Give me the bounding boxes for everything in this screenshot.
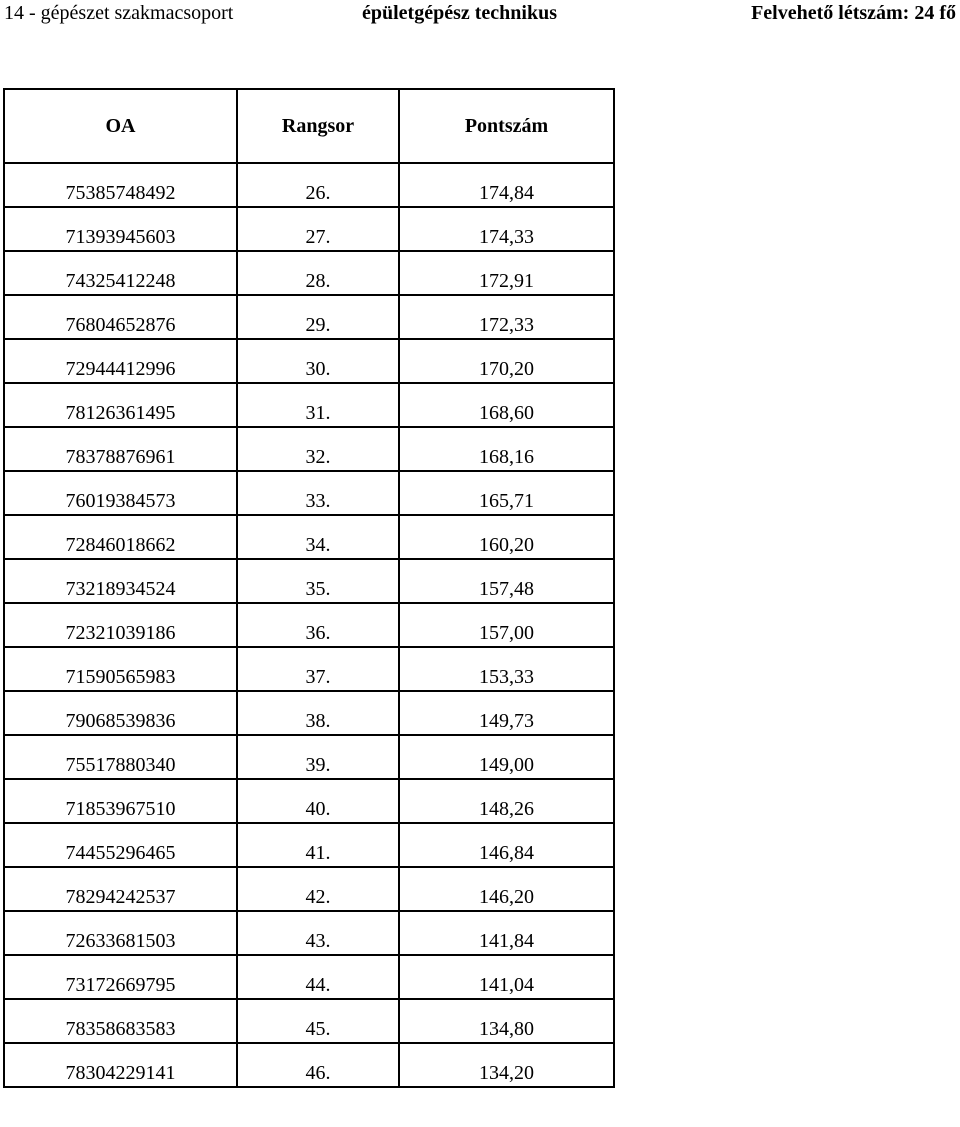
score-cell: 170,20 xyxy=(399,339,614,383)
score-cell: 146,20 xyxy=(399,867,614,911)
score-cell: 172,91 xyxy=(399,251,614,295)
score-cell: 134,20 xyxy=(399,1043,614,1087)
profession-title: épületgépész technikus xyxy=(362,2,557,24)
table-row xyxy=(4,383,614,427)
table-row xyxy=(4,251,614,295)
score-cell: 165,71 xyxy=(399,471,614,515)
rank-cell: 42. xyxy=(237,867,399,911)
oa-cell: 72321039186 xyxy=(4,603,237,647)
score-cell: 168,16 xyxy=(399,427,614,471)
column-header-rank: Rangsor xyxy=(237,89,399,163)
rank-cell: 27. xyxy=(237,207,399,251)
rank-cell: 26. xyxy=(237,163,399,207)
table-row xyxy=(4,779,614,823)
score-cell: 149,73 xyxy=(399,691,614,735)
table-row xyxy=(4,691,614,735)
oa-cell: 75385748492 xyxy=(4,163,237,207)
score-cell: 149,00 xyxy=(399,735,614,779)
table-row xyxy=(4,735,614,779)
rank-cell: 41. xyxy=(237,823,399,867)
score-cell: 134,80 xyxy=(399,999,614,1043)
oa-cell: 76019384573 xyxy=(4,471,237,515)
table-row xyxy=(4,515,614,559)
score-cell: 153,33 xyxy=(399,647,614,691)
rank-cell: 32. xyxy=(237,427,399,471)
table-row xyxy=(4,339,614,383)
rank-cell: 35. xyxy=(237,559,399,603)
ranking-table xyxy=(3,88,615,1088)
oa-cell: 72633681503 xyxy=(4,911,237,955)
rank-cell: 43. xyxy=(237,911,399,955)
table-body xyxy=(4,163,614,1087)
table-row xyxy=(4,163,614,207)
rank-cell: 44. xyxy=(237,955,399,999)
oa-cell: 74325412248 xyxy=(4,251,237,295)
table-row xyxy=(4,999,614,1043)
rank-cell: 33. xyxy=(237,471,399,515)
score-cell: 146,84 xyxy=(399,823,614,867)
oa-cell: 78294242537 xyxy=(4,867,237,911)
column-header-score: Pontszám xyxy=(399,89,614,163)
header-row xyxy=(4,89,614,163)
table-row xyxy=(4,647,614,691)
score-cell: 157,48 xyxy=(399,559,614,603)
oa-cell: 76804652876 xyxy=(4,295,237,339)
rank-cell: 37. xyxy=(237,647,399,691)
table-row xyxy=(4,603,614,647)
table-row xyxy=(4,955,614,999)
group-title: 14 - gépészet szakmacsoport xyxy=(4,2,234,24)
rank-cell: 28. xyxy=(237,251,399,295)
score-cell: 157,00 xyxy=(399,603,614,647)
oa-cell: 71853967510 xyxy=(4,779,237,823)
score-cell: 172,33 xyxy=(399,295,614,339)
capacity-label: Felvehető létszám: 24 fő xyxy=(751,2,956,24)
table-row xyxy=(4,471,614,515)
oa-cell: 73172669795 xyxy=(4,955,237,999)
score-cell: 168,60 xyxy=(399,383,614,427)
oa-cell: 75517880340 xyxy=(4,735,237,779)
oa-cell: 72944412996 xyxy=(4,339,237,383)
score-cell: 160,20 xyxy=(399,515,614,559)
table-row xyxy=(4,911,614,955)
column-header-oa: OA xyxy=(4,89,237,163)
oa-cell: 78126361495 xyxy=(4,383,237,427)
oa-cell: 78304229141 xyxy=(4,1043,237,1087)
table-row xyxy=(4,207,614,251)
rank-cell: 45. xyxy=(237,999,399,1043)
oa-cell: 78378876961 xyxy=(4,427,237,471)
table-row xyxy=(4,1043,614,1087)
table-row xyxy=(4,427,614,471)
rank-cell: 29. xyxy=(237,295,399,339)
score-cell: 141,04 xyxy=(399,955,614,999)
oa-cell: 79068539836 xyxy=(4,691,237,735)
oa-cell: 71393945603 xyxy=(4,207,237,251)
rank-cell: 30. xyxy=(237,339,399,383)
table-row xyxy=(4,823,614,867)
table-row xyxy=(4,867,614,911)
oa-cell: 73218934524 xyxy=(4,559,237,603)
oa-cell: 78358683583 xyxy=(4,999,237,1043)
rank-cell: 40. xyxy=(237,779,399,823)
rank-cell: 34. xyxy=(237,515,399,559)
oa-cell: 74455296465 xyxy=(4,823,237,867)
score-cell: 148,26 xyxy=(399,779,614,823)
rank-cell: 31. xyxy=(237,383,399,427)
score-cell: 174,33 xyxy=(399,207,614,251)
rank-cell: 46. xyxy=(237,1043,399,1087)
table-header xyxy=(4,89,614,163)
table-row xyxy=(4,295,614,339)
rank-cell: 39. xyxy=(237,735,399,779)
rank-cell: 36. xyxy=(237,603,399,647)
score-cell: 174,84 xyxy=(399,163,614,207)
score-cell: 141,84 xyxy=(399,911,614,955)
rank-cell: 38. xyxy=(237,691,399,735)
oa-cell: 72846018662 xyxy=(4,515,237,559)
oa-cell: 71590565983 xyxy=(4,647,237,691)
table-row xyxy=(4,559,614,603)
